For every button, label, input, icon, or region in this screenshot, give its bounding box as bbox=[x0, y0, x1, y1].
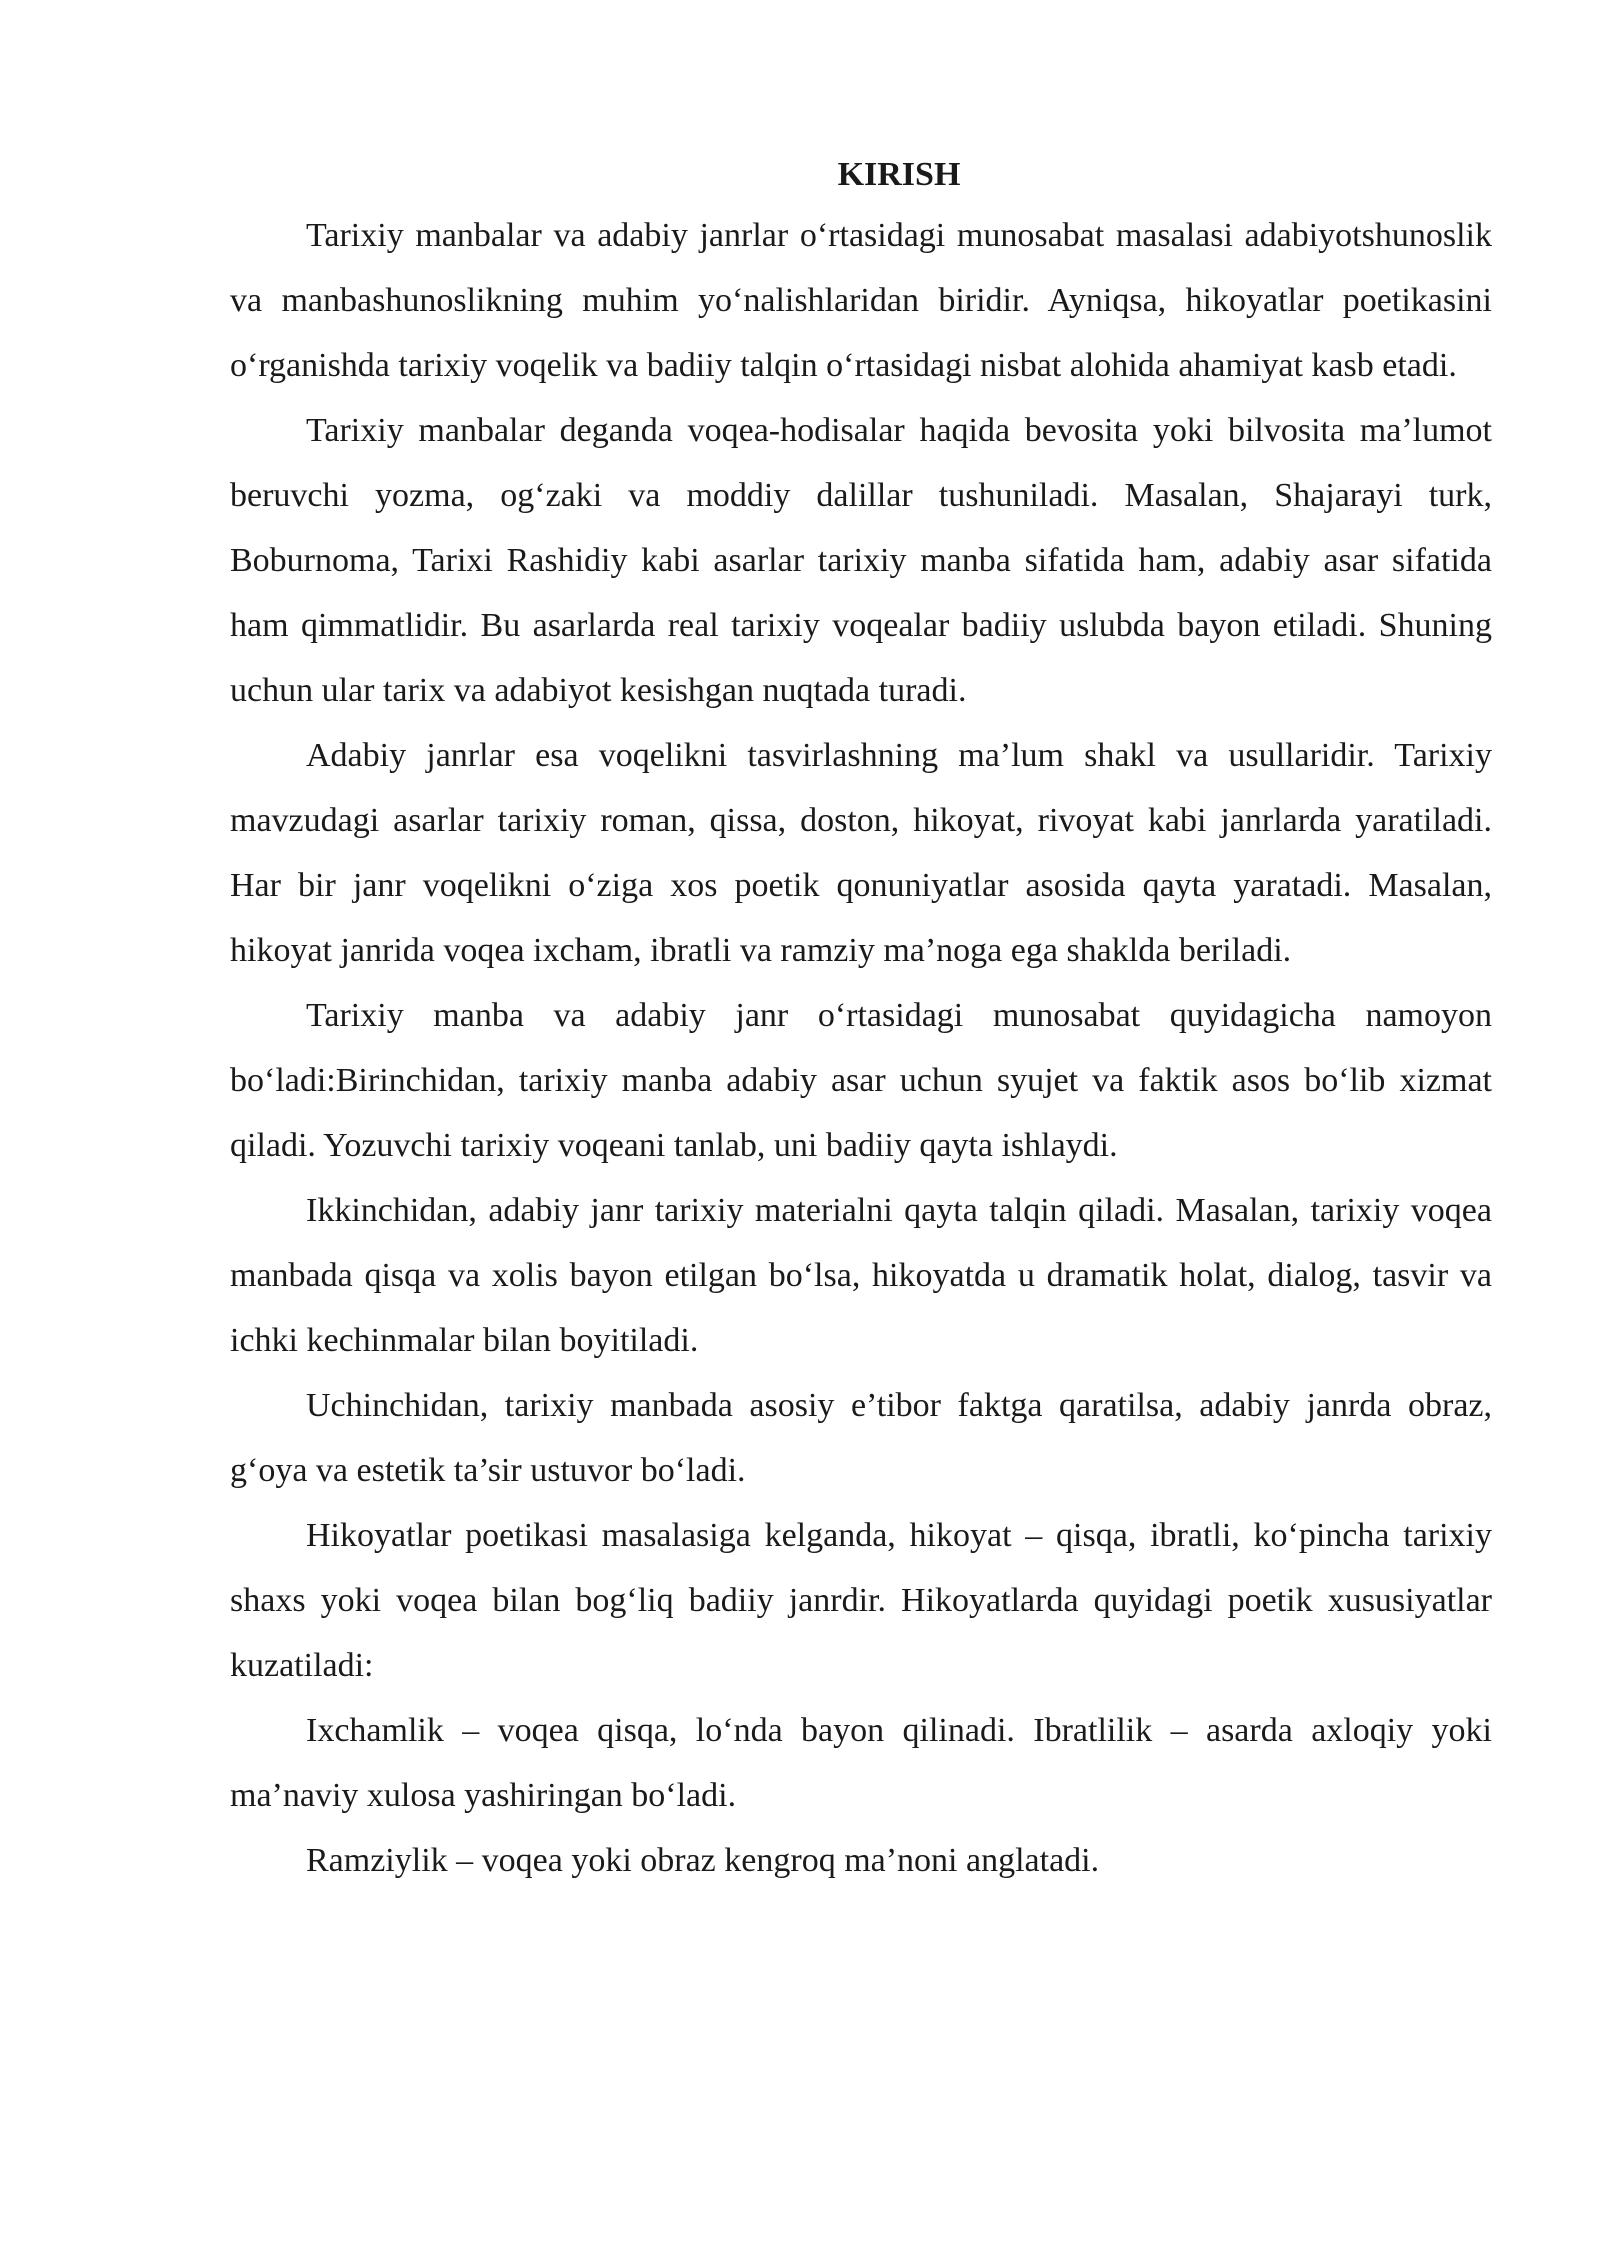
paragraph: Ixchamlik – voqea qisqa, lo‘nda bayon qilinadi. Ibratlilik – asarda axloqiy yoki ma’naviy xulosa yashiringan bo‘ladi. bbox=[230, 1712, 1492, 1814]
paragraph: Tarixiy manbalar deganda voqea-hodisalar haqida bevosita yoki bilvosita ma’lumot beruvchi yozma, og‘zaki va moddiy dalillar tushuniladi. Masalan, Shajarayi turk, Boburnoma, Tarixi Rashidiy kabi asarlar tarixiy manba sifatida ham, adabiy asar sifatida ham qimmatlidir. Bu asarlarda real tarixiy voqealar badiiy uslubda bayon etiladi. Shuning uchun ular tarix va adabiyot kesishgan nuqtada turadi. bbox=[230, 412, 1492, 709]
paragraph: Tarixiy manbalar va adabiy janrlar o‘rtasidagi munosabat masalasi adabiyotshunoslik va manbashunoslikning muhim yo‘nalishlaridan biridir. Ayniqsa, hikoyatlar poetikasini o‘rganishda tarixiy voqelik va badiiy talqin o‘rtasidagi nisbat alohida ahamiyat kasb etadi. bbox=[230, 217, 1492, 384]
paragraph: Tarixiy manba va adabiy janr o‘rtasidagi munosabat quyidagicha namoyon bo‘ladi:Birinchidan, tarixiy manba adabiy asar uchun syujet va faktik asos bo‘lib xizmat qiladi. Yozuvchi tarixiy voqeani tanlab, uni badiiy qayta ishlaydi. bbox=[230, 997, 1492, 1164]
paragraph: Uchinchidan, tarixiy manbada asosiy e’tibor faktga qaratilsa, adabiy janrda obraz, g‘oya va estetik ta’sir ustuvor bo‘ladi. bbox=[230, 1387, 1492, 1489]
page-title: KIRISH bbox=[837, 156, 961, 193]
paragraph: Ramziylik – voqea yoki obraz kengroq ma’noni anglatadi. bbox=[306, 1842, 1100, 1879]
document-body bbox=[230, 147, 1492, 1893]
paragraph: Adabiy janrlar esa voqelikni tasvirlashning ma’lum shakl va usullaridir. Tarixiy mavzudagi asarlar tarixiy roman, qissa, doston, hikoyat, rivoyat kabi janrlarda yaratiladi. Har bir janr voqelikni o‘ziga xos poetik qonuniyatlar asosida qayta yaratadi. Masalan, hikoyat janrida voqea ixcham, ibratli va ramziy ma’noga ega shaklda beriladi. bbox=[230, 737, 1492, 969]
paragraph: Hikoyatlar poetikasi masalasiga kelganda, hikoyat – qisqa, ibratli, ko‘pincha tarixiy shaxs yoki voqea bilan bog‘liq badiiy janrdir. Hikoyatlarda quyidagi poetik xususiyatlar kuzatiladi: bbox=[230, 1517, 1492, 1684]
paragraph: Ikkinchidan, adabiy janr tarixiy materialni qayta talqin qiladi. Masalan, tarixiy voqea manbada qisqa va xolis bayon etilgan bo‘lsa, hikoyatda u dramatik holat, dialog, tasvir va ichki kechinmalar bilan boyitiladi. bbox=[230, 1192, 1492, 1359]
